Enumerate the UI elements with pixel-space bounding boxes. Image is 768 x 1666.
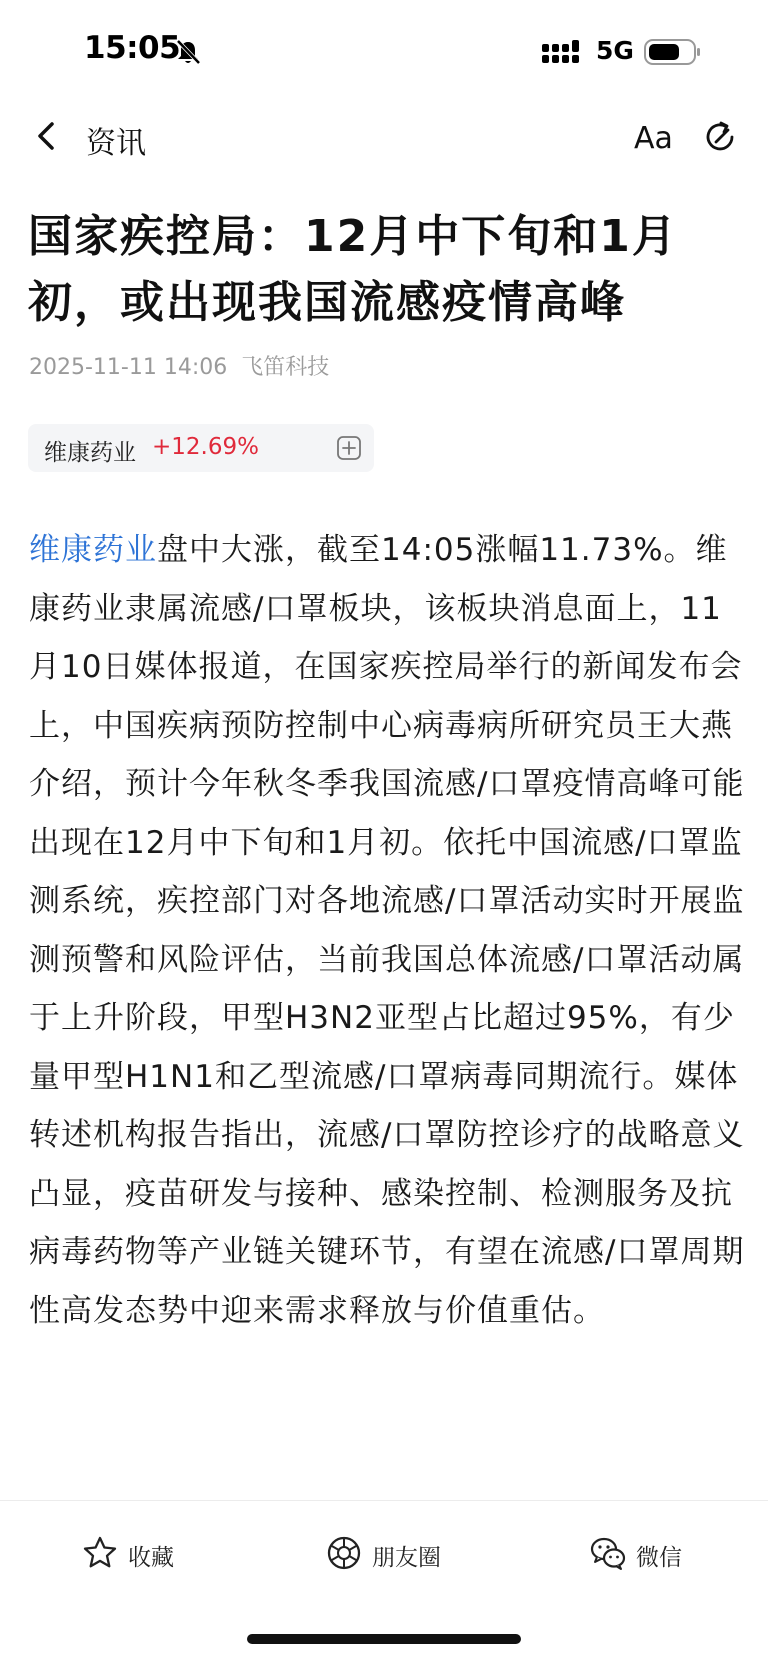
nav-bar bbox=[0, 100, 768, 180]
network-label: 5G bbox=[596, 36, 634, 65]
article-source: 飞笛科技 bbox=[241, 355, 330, 380]
favorite-label: 收藏 bbox=[128, 1545, 174, 1571]
moments-share-button[interactable] bbox=[326, 1531, 466, 1575]
body-text: 盘中大涨，截至14:05涨幅11.73%。维康药业隶属流感/口罩板块，该板块消息面上，11月10日媒体报道，在国家疾控局举行的新闻发布会上，中国疾病预防控制中心病毒病所研究员王大燕介绍，预计今年秋冬季我国流感/口罩疫情高峰可能出现在12月中下旬和1月初。依托中国流感/口罩监测系统，疾控部门对各地流感/口罩活动实时开展监测预警和风险评估，当前我国总体流感/口罩活动属于上升阶段，甲型H3N2亚型占比超过95%，有少量甲型H1N1和乙型流感/口罩病毒同期流行。媒体转述机构报告指出，流感/口罩防控诊疗的战略意义凸显，疫苗研发与接种、感染控制、检测服务及抗病毒药物等产业链关键环节，有望在流感/口罩周期性高发态势中迎来需求释放与价值重估。 bbox=[29, 532, 745, 1329]
stock-change: +12.69% bbox=[152, 434, 259, 460]
refresh-icon[interactable] bbox=[702, 118, 738, 156]
article-meta bbox=[29, 350, 329, 381]
status-time: 15:05 bbox=[84, 30, 181, 66]
wechat-icon bbox=[590, 1535, 626, 1571]
moments-icon bbox=[326, 1535, 362, 1571]
status-bar bbox=[0, 0, 768, 100]
home-indicator[interactable] bbox=[247, 1634, 521, 1644]
bell-muted-icon bbox=[174, 38, 202, 66]
article-title: 国家疾控局：12月中下旬和1月初，或出现我国流感疫情高峰 bbox=[28, 211, 678, 328]
back-icon[interactable] bbox=[30, 116, 66, 156]
battery-icon bbox=[644, 38, 702, 66]
article-date: 2025-11-11 14:06 bbox=[29, 355, 228, 380]
signal-icon bbox=[542, 40, 586, 66]
font-size-icon[interactable] bbox=[634, 118, 674, 156]
body-stock-link[interactable]: 维康药业 bbox=[29, 532, 157, 568]
wechat-label: 微信 bbox=[636, 1545, 682, 1571]
wechat-share-button[interactable] bbox=[590, 1531, 710, 1575]
stock-name[interactable]: 维康药业 bbox=[44, 440, 136, 466]
add-stock-icon[interactable] bbox=[336, 435, 362, 461]
svg-text:Aa: Aa bbox=[634, 121, 673, 156]
article-body bbox=[29, 521, 745, 1340]
star-icon bbox=[82, 1535, 118, 1571]
favorite-button[interactable] bbox=[82, 1531, 202, 1575]
moments-label: 朋友圈 bbox=[372, 1545, 441, 1571]
stock-chip[interactable] bbox=[28, 424, 374, 472]
nav-title: 资讯 bbox=[86, 126, 146, 161]
